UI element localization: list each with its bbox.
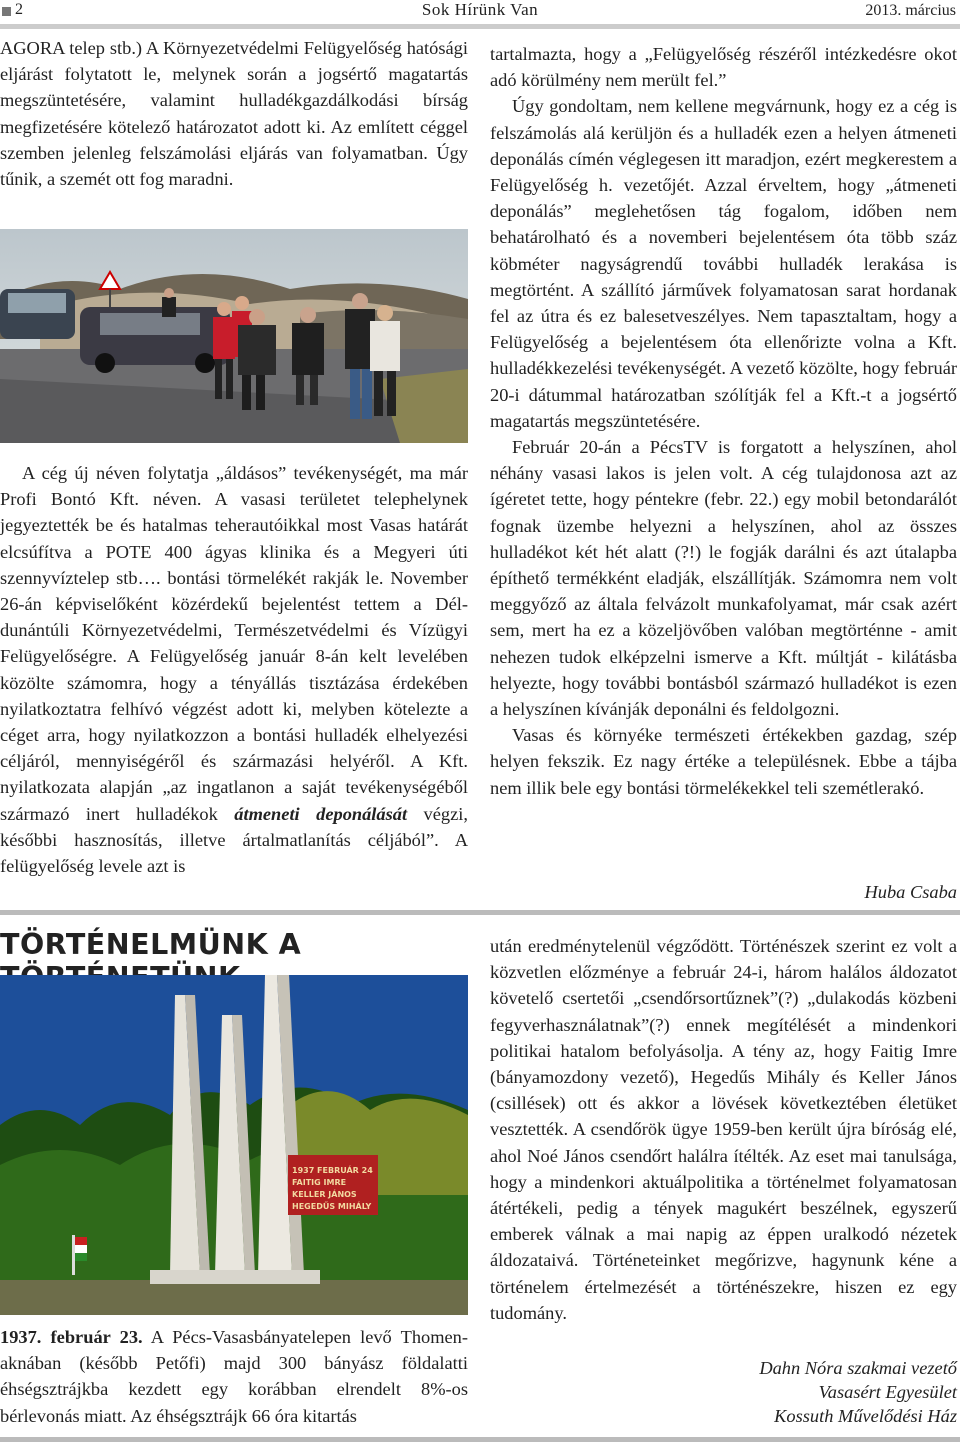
article1-left-intro: AGORA telep stb.) A Környezetvédelmi Felügyelőség hatósági eljárást folytatott le, melynek során a jogsértő magatartás megszüntetésére, valamint hulladékgazdálkodási bírság megfizetésére kötelező határozatot adott ki. Az említett céggel szemben jelenleg felszámolási eljárás van folyamatban. Úgy tűnik, a szemét ott fog maradni. <box>0 38 468 190</box>
header-rule <box>0 24 960 29</box>
signature-venue: Kossuth Művelődési Ház <box>774 1406 957 1426</box>
page-header <box>0 0 960 26</box>
memorial-photo-illustration <box>0 975 468 1315</box>
article1-right-column <box>490 41 957 801</box>
issue-date: 2013. március <box>865 2 956 19</box>
article1-right-p2: Úgy gondoltam, nem kellene megvárnunk, hogy ez a cég is felszámolás alá kerüljön és a hulladék ezen a helyen átmeneti deponálás címén véglegesen itt maradjon, ezért megkerestem a Felügyelőség h. vezetőjét. Azzal érveltem, hogy „átmeneti deponálás” meglehetősen tág fogalom, időben nem behatárolható és a novemberi bejelentésem óta több száz köbméter nagyságrendű további hulladék lerakása is megtörtént. A szállító járművek folyamatosan sarat hordanak fel az útra és ez balesetveszélyes. Nem tapasztaltam, hogy a Felügyelőség a bejelentésem óta ellenőrizte volna a Kft. hulladékkezelési tevékenységét. A vezető közölte, hogy február 20-i dátummal határozatban szólítják fel a Kft.-t a jogsértő magatartás megszüntetésére. <box>490 96 957 431</box>
waste-site-photo-illustration <box>0 229 468 443</box>
svg-text:KELLER JÁNOS: KELLER JÁNOS <box>292 1190 357 1199</box>
svg-text:FAITIG IMRE: FAITIG IMRE <box>292 1178 347 1187</box>
article1-emphasis: átmeneti deponálását <box>234 803 408 824</box>
svg-text:1937 FEBRUÁR 24: 1937 FEBRUÁR 24 <box>292 1166 373 1175</box>
article1-left-body <box>0 460 468 879</box>
article2-right-body: után eredménytelenül végződött. Történészek szerint ez volt a közvetlen előzménye a február 24-i, három halálos áldozatot követelő csertetői „csendőrsortűznek”(?) „dulakodás közbeni fegyverhasználatnak”(?) ennek megítélését a mindenkori politikai hatalom befolyásolja. A tény az, hogy Faitig Imre (bányamozdony vezető), Hegedűs Mihály és Keller János (csillések) ott és akkor a lövések következtében életüket vesztették. A csendőrök ügye 1959-ben került újra bíróság elé, ahol Noé János csendőrt halálra ítélték. Az eset mai tanulsága, hogy a mindenkori aktuálpolitika a történelmet folyamatosan átértékeli, pedig a tények magukért beszélnek, egyszerű emberek válnak a mai napig az éppen uralkodó nézetek áldozataivá. Történeteinket megőrizve, hagynunk kéne a történelem értelmezését a történészekre, hiszen ez egy tudomány. <box>490 936 957 1323</box>
signature-organization: Vasasért Egyesület <box>818 1382 957 1402</box>
event-date: 1937. február 23. <box>0 1327 143 1347</box>
article1-signature: Huba Csaba <box>864 882 957 902</box>
article1-right-p4: Vasas és környéke természeti értékekben gazdag, szép helyen fekszik. Ez nagy értéke a településnek. Ebbe a tájba nem illik bele egy bontási törmelékekkel teli szemétlerakó. <box>490 725 957 798</box>
section-divider <box>0 910 960 915</box>
signature-name: Dahn Nóra szakmai vezető <box>759 1358 957 1378</box>
article1-left-body-text-b: végzi, későbbi hasznosítás, illetve ártalmatlanítás céljából”. A felügyelőség levele azt is <box>0 803 468 877</box>
article1-right-p3: Február 20-án a PécsTV is forgatott a helyszínen, ahol néhány vasasi lakos is jelen volt. A cég tulajdonosa azt az ígéretet tette, hogy péntekre (febr. 22.) egy mobil betondarálót fognak üzembe helyezni a helyszínen, ahol az összes hulladékot két hét alatt (?!) le fogják darálni és azt útalapba építhető termékként eladják, elszállítják. Számomra nem volt meggyőző az általa felvázolt munkafolyamat, már csak azért sem, mert ha ez a közeljövőben valóban megtörténne - amit nehezen tudok elképzelni ismerve a Kft. múltját - kilátásba helyezte, hogy további bontásból származó hulladékot is ezen a helyszínen kívánják deponálni és feldolgozni. <box>490 437 957 720</box>
article2-left-body <box>0 1324 468 1429</box>
article2-left-body-text: A Pécs-Vasasbányatelepen levő Thomen-aknában (később Petőfi) majd 300 bányász földalatti éhségsztrájkba kezdett egy korábban elrendelt 8%-os bérlevonás miatt. Az éhségsztrájk 66 óra kitartás <box>0 1327 468 1426</box>
footer-rule <box>0 1437 960 1442</box>
page-number: 2 <box>15 1 23 18</box>
newspaper-title: Sok Hírünk Van <box>421 0 539 19</box>
svg-text:HEGEDŰS MIHÁLY: HEGEDŰS MIHÁLY <box>292 1202 372 1211</box>
article1-left-body-text-a: A cég új néven folytatja „áldásos” tevékenységét, ma már Profi Bontó Kft. néven. A vasasi területet telephelynek jegyeztették be és hatalmas teherautóikkal most Vasas határát elcsúfítva a POTE 400 ágyas klinika és a Megyeri úti szennyvíztelep stb…. bontási törmelékét rakják le. November 26-án képviselőként közérdekű bejelentést tettem a Dél-dunántúli Környezetvédelmi, Természetvédelmi és Vízügyi Felügyelőségre. A Felügyelőség január 8-án kelt levelében közölte számomra, hogy a tényállás tisztázása érdekében nyilatkoztatra felhívó végzést adott ki, melyben kötelezte a céget arra, hogy nyilatkozzon a bontási hulladék elhelyezési céljáról, mennyiségéről és származási helyéről. A Kft. nyilatkozata alapján „az ingatlanon a saját tevékenységéből származó inert hulladékok <box>0 463 468 824</box>
section-heading: TÖRTÉNELMÜNK A <box>0 928 302 961</box>
memorial-photo <box>0 975 468 1315</box>
article2-signature <box>490 1356 957 1428</box>
article1-right-p1: tartalmazta, hogy a „Felügyelőség részéről intézkedésre okot adó körülmény nem merült fel.” <box>490 44 957 91</box>
waste-site-photo <box>0 229 468 443</box>
